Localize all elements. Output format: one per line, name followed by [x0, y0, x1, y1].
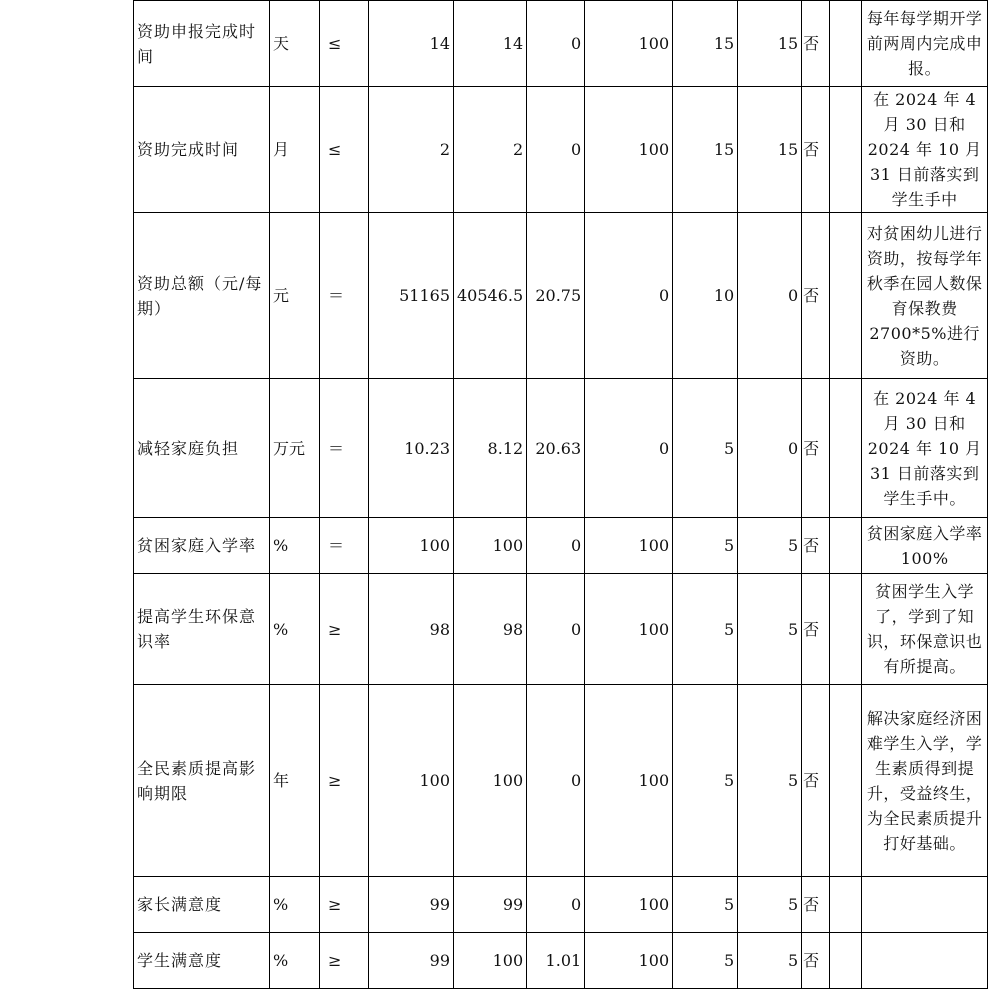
blank-cell [830, 574, 862, 685]
score-value: 0 [738, 213, 802, 379]
table-row [134, 574, 988, 685]
weight-value: 5 [673, 685, 738, 877]
flag-value: 否 [802, 379, 830, 518]
note-text: 在 2024 年 4 月 30 日和 2024 年 10 月 31 日前落实到学生手中 [862, 87, 988, 213]
target-value: 10.23 [369, 379, 454, 518]
actual-value: 99 [454, 877, 527, 933]
score-rate-value: 100 [585, 574, 673, 685]
indicator-operator: ≤ [320, 87, 369, 213]
note-text: 在 2024 年 4 月 30 日和 2024 年 10 月 31 日前落实到学生手中。 [862, 379, 988, 518]
indicator-operator: ≥ [320, 685, 369, 877]
score-rate-value: 0 [585, 379, 673, 518]
blank-cell [830, 87, 862, 213]
blank-cell [830, 1, 862, 87]
weight-value: 5 [673, 877, 738, 933]
weight-value: 15 [673, 87, 738, 213]
target-value: 51165 [369, 213, 454, 379]
flag-value: 否 [802, 87, 830, 213]
indicator-operator: ＝ [320, 213, 369, 379]
score-value: 5 [738, 574, 802, 685]
score-value: 5 [738, 685, 802, 877]
indicator-name: 减轻家庭负担 [134, 379, 270, 518]
table-row [134, 87, 988, 213]
indicator-name: 资助总额（元/每期） [134, 213, 270, 379]
blank-cell [830, 213, 862, 379]
actual-value: 100 [454, 518, 527, 574]
deviation-value: 1.01 [527, 933, 585, 989]
score-rate-value: 100 [585, 685, 673, 877]
score-rate-value: 100 [585, 1, 673, 87]
table-row [134, 379, 988, 518]
indicator-unit: % [270, 933, 320, 989]
blank-cell [830, 518, 862, 574]
score-rate-value: 100 [585, 518, 673, 574]
score-value: 15 [738, 1, 802, 87]
weight-value: 15 [673, 1, 738, 87]
indicator-operator: ＝ [320, 518, 369, 574]
weight-value: 5 [673, 379, 738, 518]
deviation-value: 0 [527, 87, 585, 213]
indicator-operator: ≥ [320, 574, 369, 685]
blank-cell [830, 877, 862, 933]
indicator-name: 学生满意度 [134, 933, 270, 989]
note-text: 每年每学期开学前两周内完成申报。 [862, 1, 988, 87]
weight-value: 10 [673, 213, 738, 379]
blank-cell [830, 685, 862, 877]
weight-value: 5 [673, 518, 738, 574]
weight-value: 5 [673, 574, 738, 685]
score-rate-value: 100 [585, 87, 673, 213]
deviation-value: 20.75 [527, 213, 585, 379]
indicator-name: 提高学生环保意识率 [134, 574, 270, 685]
blank-cell [830, 379, 862, 518]
actual-value: 8.12 [454, 379, 527, 518]
indicator-unit: 天 [270, 1, 320, 87]
indicator-operator: ≥ [320, 877, 369, 933]
indicator-name: 家长满意度 [134, 877, 270, 933]
flag-value: 否 [802, 933, 830, 989]
target-value: 100 [369, 518, 454, 574]
actual-value: 40546.5 [454, 213, 527, 379]
indicator-operator: ≤ [320, 1, 369, 87]
note-text: 贫困学生入学了，学到了知识，环保意识也有所提高。 [862, 574, 988, 685]
score-rate-value: 100 [585, 877, 673, 933]
deviation-value: 0 [527, 685, 585, 877]
deviation-value: 0 [527, 518, 585, 574]
flag-value: 否 [802, 877, 830, 933]
note-text: 对贫困幼儿进行资助，按每学年秋季在园人数保育保教费 2700*5%进行资助。 [862, 213, 988, 379]
target-value: 99 [369, 933, 454, 989]
target-value: 14 [369, 1, 454, 87]
flag-value: 否 [802, 1, 830, 87]
score-value: 0 [738, 379, 802, 518]
flag-value: 否 [802, 685, 830, 877]
note-text: 贫困家庭入学率 100% [862, 518, 988, 574]
deviation-value: 20.63 [527, 379, 585, 518]
indicator-unit: 年 [270, 685, 320, 877]
score-rate-value: 100 [585, 933, 673, 989]
note-text [862, 877, 988, 933]
score-value: 5 [738, 518, 802, 574]
deviation-value: 0 [527, 574, 585, 685]
note-text [862, 933, 988, 989]
indicator-unit: % [270, 877, 320, 933]
table-row [134, 518, 988, 574]
blank-cell [830, 933, 862, 989]
score-value: 15 [738, 87, 802, 213]
score-value: 5 [738, 933, 802, 989]
flag-value: 否 [802, 518, 830, 574]
flag-value: 否 [802, 574, 830, 685]
indicator-name: 全民素质提高影响期限 [134, 685, 270, 877]
target-value: 98 [369, 574, 454, 685]
indicator-name: 资助完成时间 [134, 87, 270, 213]
weight-value: 5 [673, 933, 738, 989]
table-row [134, 213, 988, 379]
table-row [134, 685, 988, 877]
indicator-operator: ≥ [320, 933, 369, 989]
indicator-operator: ＝ [320, 379, 369, 518]
target-value: 2 [369, 87, 454, 213]
score-rate-value: 0 [585, 213, 673, 379]
note-text: 解决家庭经济困难学生入学，学生素质得到提升，受益终生，为全民素质提升打好基础。 [862, 685, 988, 877]
indicator-name: 资助申报完成时间 [134, 1, 270, 87]
indicator-unit: 万元 [270, 379, 320, 518]
target-value: 99 [369, 877, 454, 933]
actual-value: 100 [454, 685, 527, 877]
deviation-value: 0 [527, 1, 585, 87]
actual-value: 2 [454, 87, 527, 213]
indicator-unit: % [270, 518, 320, 574]
indicator-unit: 月 [270, 87, 320, 213]
actual-value: 98 [454, 574, 527, 685]
target-value: 100 [369, 685, 454, 877]
table-row [134, 1, 988, 87]
table-row [134, 933, 988, 989]
indicator-name: 贫困家庭入学率 [134, 518, 270, 574]
actual-value: 100 [454, 933, 527, 989]
indicator-unit: 元 [270, 213, 320, 379]
indicator-table [133, 0, 988, 989]
indicator-unit: % [270, 574, 320, 685]
score-value: 5 [738, 877, 802, 933]
table-row [134, 877, 988, 933]
flag-value: 否 [802, 213, 830, 379]
actual-value: 14 [454, 1, 527, 87]
deviation-value: 0 [527, 877, 585, 933]
